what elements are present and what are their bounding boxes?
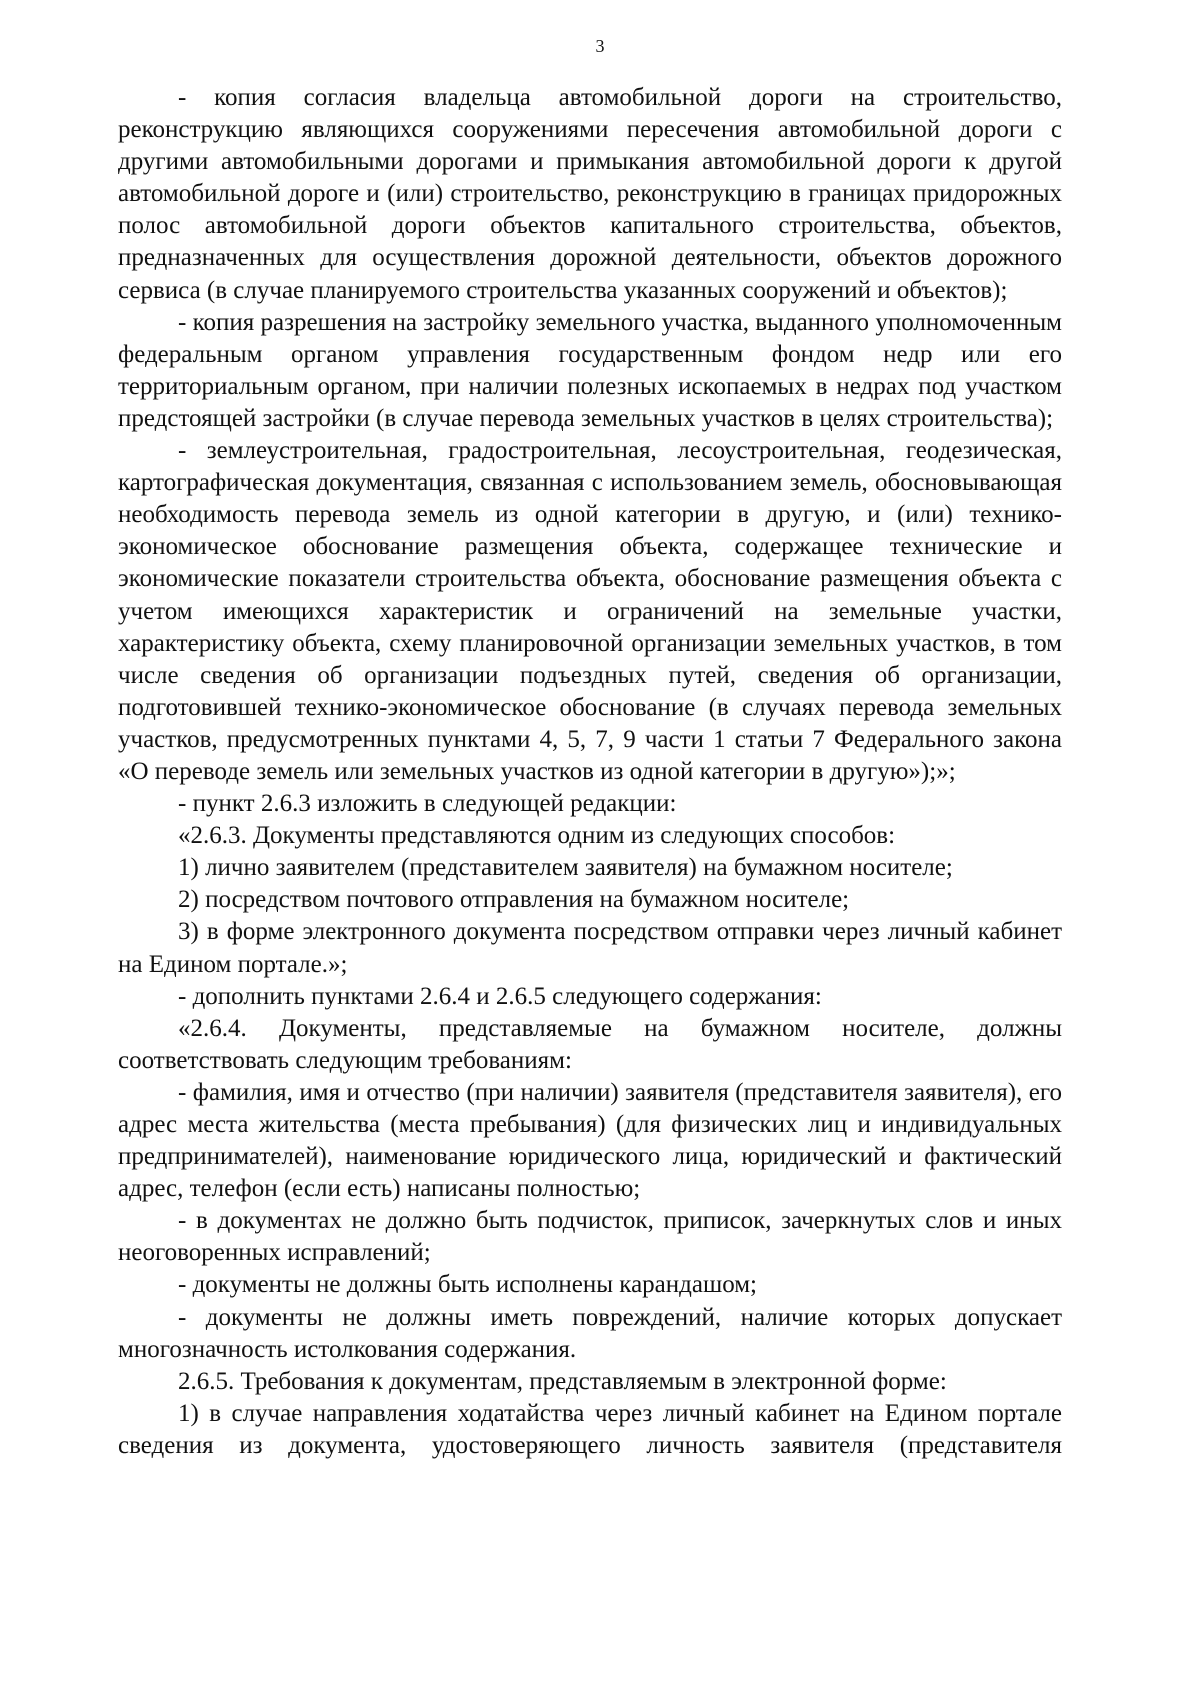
paragraph-clause-263: «2.6.3. Документы представляются одним из следующих способов: — [178, 822, 896, 850]
paragraph-clause-265: 2.6.5. Требования к документам, представляемым в электронной форме: — [178, 1367, 947, 1395]
paragraph-electronic-requirement-1: 1) в случае направления ходатайства через личный кабинет на Едином портале сведения из документа, удостоверяющего личность заявителя (представителя — [118, 1399, 1062, 1459]
paragraph-requirement-no-pencil: - документы не должны быть исполнены карандашом; — [178, 1271, 758, 1299]
paragraph-road-owner-consent: - копия согласия владельца автомобильной дороги на строительство, реконструкцию являющихся сооружениями пересечения автомобильной дороги с другими автомобильными дорогами и примыкания автомобильной дороги к другой автомобильной дороге и (или) строительство, реконструкцию в границах придорожных полос автомобильной дороги объектов капитального строительства, объектов, предназначенных для осуществления дорожной деятельности, объектов дорожного сервиса (в случае планируемого строительства указанных сооружений и объектов); — [118, 84, 1062, 304]
paragraph-requirement-names: - фамилия, имя и отчество (при наличии) заявителя (представителя заявителя), его адрес места жительства (места пребывания) (для физических лиц и индивидуальных предпринимателей), наименование юридического лица, юридический и фактический адрес, телефон (если есть) написаны полностью; — [118, 1078, 1062, 1203]
paragraph-method-in-person: 1) лично заявителем (представителем заявителя) на бумажном носителе; — [178, 854, 953, 882]
paragraph-method-post: 2) посредством почтового отправления на бумажном носителе; — [178, 886, 850, 914]
paragraph-method-electronic: 3) в форме электронного документа посредством отправки через личный кабинет на Едином портале.»; — [118, 918, 1062, 978]
paragraph-land-documentation: - землеустроительная, градостроительная, лесоустроительная, геодезическая, картографическая документация, связанная с использованием земель, обосновывающая необходимость перевода земель из одной категории в другую, и (или) технико-экономическое обоснование размещения объекта, содержащее технические и экономические показатели строительства объекта, обоснование размещения объекта с учетом имеющихся характеристик и ограничений на земельные участки, характеристику объекта, схему планировочной организации земельных участков, в том числе сведения об организации подъездных путей, сведения об организации, подготовившей технико-экономическое обоснование (в случаях перевода земельных участков, предусмотренных пунктами 4, 5, 7, 9 части 1 статьи 7 Федерального закона «О переводе земель или земельных участков из одной категории в другую»);»; — [118, 437, 1062, 785]
paragraph-building-permit: - копия разрешения на застройку земельного участка, выданного уполномоченным федеральным органом управления государственным фондом недр или его территориальным органом, при наличии полезных ископаемых в недрах под участком предстоящей застройки (в случае перевода земельных участков в целях строительства); — [118, 308, 1062, 432]
paragraph-requirement-no-damage: - документы не должны иметь повреждений, наличие которых допускает многозначность истолкования содержания. — [118, 1303, 1062, 1363]
page-number: 3 — [595, 36, 605, 56]
document-body — [118, 82, 1062, 1462]
paragraph-clause-263-intro: - пункт 2.6.3 изложить в следующей редакции: — [178, 790, 677, 818]
paragraph-clause-264: «2.6.4. Документы, представляемые на бумажном носителе, должны соответствовать следующим требованиям: — [118, 1014, 1062, 1074]
paragraph-requirement-no-corrections: - в документах не должно быть подчисток, приписок, зачеркнутых слов и иных неоговоренных исправлений; — [118, 1207, 1062, 1267]
paragraph-add-clauses: - дополнить пунктами 2.6.4 и 2.6.5 следующего содержания: — [178, 982, 822, 1010]
